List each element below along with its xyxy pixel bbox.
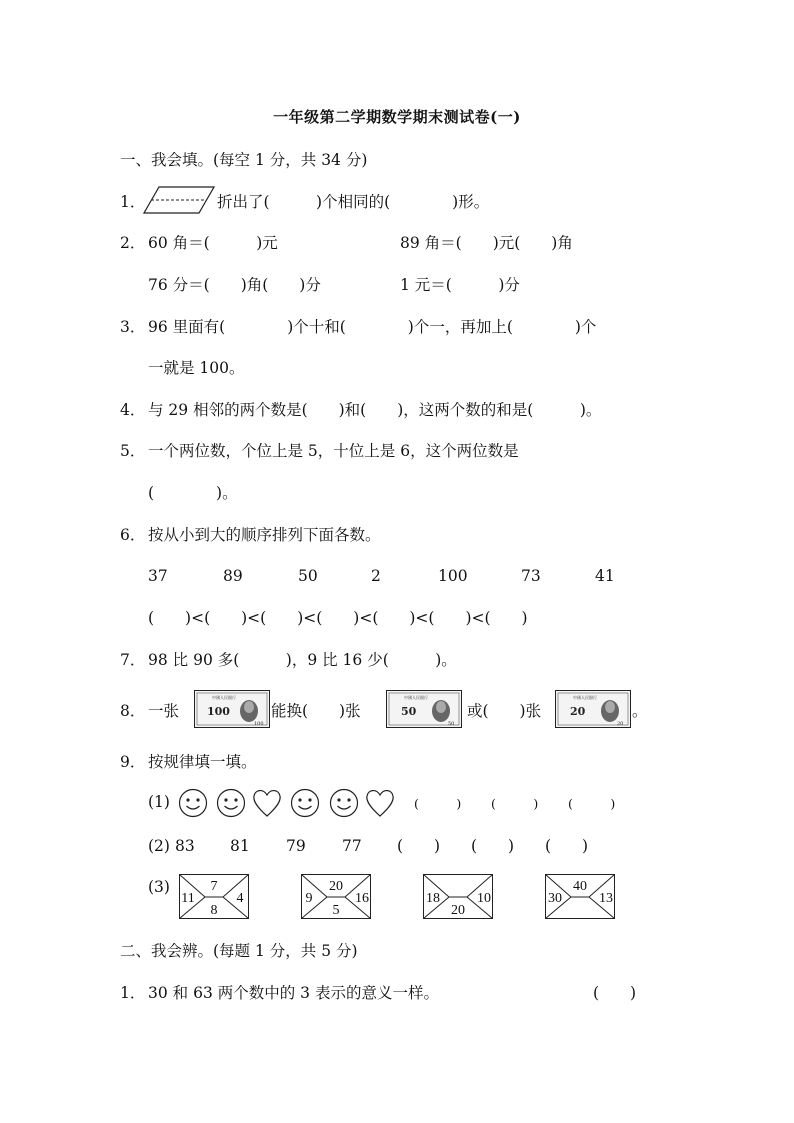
svg-text:20: 20: [570, 705, 586, 718]
envelope-right-number: 4: [236, 891, 244, 906]
q3-line2: 一就是 100。: [148, 359, 245, 377]
q2-c: 76 分＝( )角( )分: [148, 276, 321, 294]
envelope-bottom-number: 8: [210, 903, 218, 918]
q9-number: 9．: [120, 753, 146, 771]
envelope-top-number: 20: [329, 879, 343, 894]
smiley-face-icon: [178, 788, 208, 818]
envelope-top-number: 7: [210, 879, 218, 894]
section1-heading: 一、我会填。(每空 1 分，共 34 分): [120, 151, 368, 169]
q1-text: 折出了( )个相同的( )形。: [217, 193, 490, 211]
s2-q1-blank: ( ): [593, 984, 637, 1002]
envelope-puzzle: [301, 874, 371, 919]
envelope-left-number: 30: [548, 891, 562, 906]
envelope-bottom-number: 5: [332, 903, 340, 918]
q9-text: 按规律填一填。: [148, 753, 257, 771]
q1-number: 1．: [120, 193, 146, 211]
envelope-left-number: 18: [426, 891, 440, 906]
envelope-right-number: 16: [355, 891, 369, 906]
q8-text-3: 或( )张: [467, 702, 542, 720]
svg-text:中國人民銀行: 中國人民銀行: [404, 695, 428, 700]
q2-b: 89 角＝( )元( )角: [400, 234, 573, 252]
q9-p1-label: (1): [148, 793, 170, 811]
q6-number: 6．: [120, 526, 146, 544]
banknote-100-icon: [194, 690, 270, 728]
envelope-right-number: 10: [477, 891, 491, 906]
q4-text: 与 29 相邻的两个数是( )和( )，这两个数的和是( )。: [148, 401, 602, 419]
q6-number-item: 50: [298, 567, 318, 585]
q9-p3-label: (3): [148, 878, 170, 896]
q4-number: 4．: [120, 401, 146, 419]
q5-number: 5．: [120, 442, 146, 460]
svg-text:50: 50: [401, 705, 417, 718]
q9-p2-number: 81: [230, 837, 250, 855]
q9-p1-blank: ( ): [414, 796, 462, 811]
q7-number: 7．: [120, 651, 146, 669]
q5-line2: ( )。: [148, 484, 238, 502]
q6-number-item: 73: [521, 567, 541, 585]
banknote-50-icon: [386, 690, 462, 728]
q8-text-1: 一张: [148, 702, 180, 720]
q3-number: 3．: [120, 318, 146, 336]
q9-p2-blank: ( ): [545, 837, 589, 855]
q6-text: 按从小到大的顺序排列下面各数。: [148, 526, 381, 544]
envelope-right-number: 13: [599, 891, 613, 906]
q9-p1-blank: ( ): [491, 796, 539, 811]
q9-p2-number: 83: [175, 837, 195, 855]
heart-icon: [252, 787, 282, 819]
section2-heading: 二、我会辨。(每题 1 分，共 5 分): [120, 942, 358, 960]
q2-number: 2．: [120, 234, 146, 252]
q6-number-item: 100: [438, 567, 468, 585]
q6-blanks: ( )<( )<( )<( )<( )<( )<( ): [148, 609, 528, 627]
page-title: 一年级第二学期数学期末测试卷(一): [273, 108, 521, 126]
q6-number-item: 2: [371, 567, 381, 585]
envelope-left-number: 9: [305, 891, 313, 906]
q2-d: 1 元＝( )分: [400, 276, 520, 294]
heart-icon: [365, 787, 395, 819]
svg-text:100: 100: [207, 705, 230, 718]
banknote-20-icon: [555, 690, 631, 728]
parallelogram-icon: [143, 186, 215, 214]
q9-p2-blank: ( ): [397, 837, 441, 855]
envelope-puzzle: [423, 874, 493, 919]
envelope-puzzle: [179, 874, 249, 919]
envelope-left-number: 11: [181, 891, 195, 906]
svg-text:100: 100: [254, 721, 264, 727]
q9-p2-blank: ( ): [471, 837, 515, 855]
s2-q1-number: 1．: [120, 984, 146, 1002]
s2-q1-text: 30 和 63 两个数中的 3 表示的意义一样。: [148, 984, 439, 1002]
q6-number-item: 37: [148, 567, 168, 585]
q8-text-4: 。: [632, 702, 648, 720]
svg-text:中國人民銀行: 中國人民銀行: [573, 695, 597, 700]
q3-line1: 96 里面有( )个十和( )个一，再加上( )个: [148, 318, 597, 336]
q9-p2-label: (2): [148, 837, 170, 855]
q7-text: 98 比 90 多( )，9 比 16 少( )。: [148, 651, 457, 669]
smiley-face-icon: [216, 788, 246, 818]
envelope-top-number: 40: [573, 879, 587, 894]
q9-p2-number: 77: [342, 837, 362, 855]
smiley-face-icon: [329, 788, 359, 818]
svg-text:50: 50: [448, 721, 455, 727]
q6-number-item: 41: [595, 567, 615, 585]
envelope-puzzle: [545, 874, 615, 919]
q8-number: 8．: [120, 702, 146, 720]
svg-text:20: 20: [617, 721, 624, 727]
q6-number-item: 89: [223, 567, 243, 585]
q9-p2-number: 79: [286, 837, 306, 855]
q2-a: 60 角＝( )元: [148, 234, 278, 252]
smiley-face-icon: [290, 788, 320, 818]
q8-text-2: 能换( )张: [271, 702, 361, 720]
q5-line1: 一个两位数，个位上是 5，十位上是 6，这个两位数是: [148, 442, 519, 460]
svg-text:中國人民銀行: 中國人民銀行: [212, 695, 236, 700]
q9-p1-blank: ( ): [568, 796, 616, 811]
envelope-bottom-number: 20: [451, 903, 465, 918]
